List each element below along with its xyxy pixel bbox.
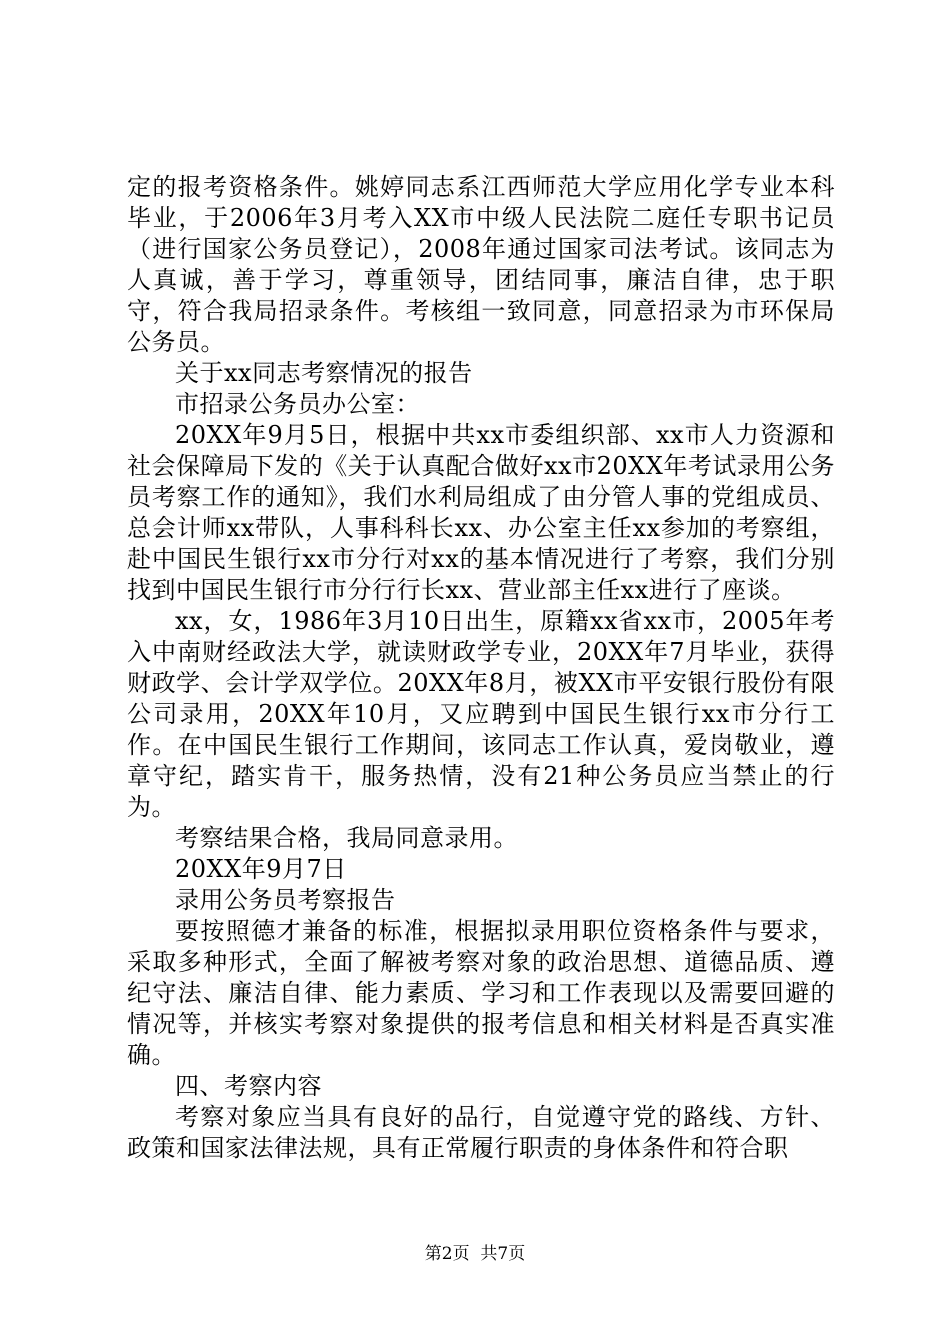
paragraph-5: xx，女，1986年3月10日出生，原籍xx省xx市，2005年考入中南财经政法大学，就读财政学专业，20XX年7月毕业，获得财政学、会计学双学位。20XX年8月，被XX市平安银行股份有限公司录用，20XX年10月，又应聘到中国民生银行xx市分行工作。在中国民生银行工作期间，该同志工作认真，爱岗敬业，遵章守纪，踏实肯干，服务热情，没有21种公务员应当禁止的行为。 — [127, 607, 835, 821]
page-footer — [0, 1243, 950, 1265]
paragraph-8: 录用公务员考察报告 — [175, 886, 396, 914]
paragraph-2: 关于xx同志考察情况的报告 — [175, 359, 473, 387]
paragraph-3: 市招录公务员办公室： — [175, 390, 420, 418]
paragraph-11: 考察对象应当具有良好的品行，自觉遵守党的路线、方针、政策和国家法律法规，具有正常履行职责的身体条件和符合职 — [127, 1103, 835, 1162]
paragraph-1: 定的报考资格条件。姚婷同志系江西师范大学应用化学专业本科毕业，于2006年3月考入XX市中级人民法院二庭任专职书记员（进行国家公务员登记），2008年通过国家司法考试。该同志为人真诚，善于学习，尊重领导，团结同事，廉洁自律，忠于职守，符合我局招录条件。考核组一致同意，同意招录为市环保局公务员。 — [127, 173, 835, 356]
document-body — [127, 172, 835, 1164]
page-number: 第2页 — [424, 1244, 470, 1264]
paragraph-6: 考察结果合格，我局同意录用。 — [175, 824, 518, 852]
paragraph-7: 20XX年9月7日 — [175, 855, 347, 883]
paragraph-9: 要按照德才兼备的标准，根据拟录用职位资格条件与要求，采取多种形式，全面了解被考察对象的政治思想、道德品质、遵纪守法、廉洁自律、能力素质、学习和工作表现以及需要回避的情况等，并核实考察对象提供的报考信息和相关材料是否真实准确。 — [127, 917, 835, 1069]
paragraph-4: 20XX年9月5日，根据中共xx市委组织部、xx市人力资源和社会保障局下发的《关于认真配合做好xx市20XX年考试录用公务员考察工作的通知》，我们水利局组成了由分管人事的党组成员、总会计师xx带队，人事科科长xx、办公室主任xx参加的考察组，赴中国民生银行xx市分行对xx的基本情况进行了考察，我们分别找到中国民生银行市分行行长xx、营业部主任xx进行了座谈。 — [127, 421, 835, 604]
page-total: 共7页 — [480, 1244, 526, 1264]
footer-spacer — [470, 1244, 481, 1264]
paragraph-10: 四、考察内容 — [175, 1072, 322, 1100]
